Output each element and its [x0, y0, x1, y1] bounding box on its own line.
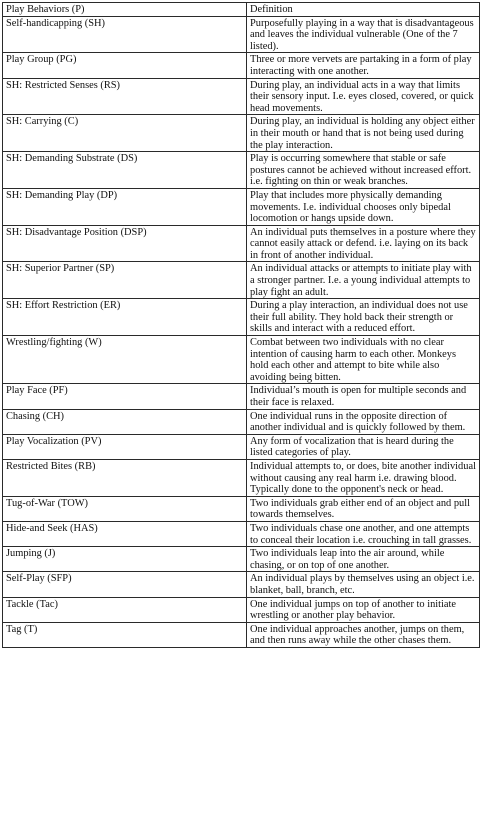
- behavior-cell: SH: Restricted Senses (RS): [3, 78, 247, 115]
- table-row: [3, 384, 480, 409]
- table-row: [3, 262, 480, 299]
- definition-cell: One individual approaches another, jumps on them, and then runs away while the other chases them.: [247, 622, 480, 647]
- table-row: [3, 336, 480, 384]
- behavior-cell: SH: Effort Restriction (ER): [3, 299, 247, 336]
- table-row: [3, 434, 480, 459]
- behavior-cell: Tackle (Tac): [3, 597, 247, 622]
- behavior-cell: Wrestling/fighting (W): [3, 336, 247, 384]
- definition-cell: Play that includes more physically demanding movements. I.e. individual chooses only bipedal locomotion or hangs upside down.: [247, 188, 480, 225]
- definition-cell: Combat between two individuals with no clear intention of causing harm to each other. Monkeys hold each other and attempt to bite while also avoiding being bitten.: [247, 336, 480, 384]
- table-row: [3, 152, 480, 189]
- behavior-cell: Self-handicapping (SH): [3, 16, 247, 53]
- definition-cell: An individual plays by themselves using an object i.e. blanket, ball, branch, etc.: [247, 572, 480, 597]
- table-row: [3, 572, 480, 597]
- definition-cell: Individual’s mouth is open for multiple seconds and their face is relaxed.: [247, 384, 480, 409]
- behavior-cell: Self-Play (SFP): [3, 572, 247, 597]
- behavior-cell: Play Vocalization (PV): [3, 434, 247, 459]
- behavior-cell: Restricted Bites (RB): [3, 459, 247, 496]
- definition-cell: Individual attempts to, or does, bite another individual without causing any real harm i.e. drawing blood. Typically done to the opponent's neck or head.: [247, 459, 480, 496]
- definition-cell: During play, an individual is holding any object either in their mouth or hand that is not being used during the play interaction.: [247, 115, 480, 152]
- table-row: [3, 496, 480, 521]
- table-row: [3, 597, 480, 622]
- table-row: [3, 53, 480, 78]
- table-row: [3, 459, 480, 496]
- definition-cell: Play is occurring somewhere that stable or safe postures cannot be achieved without increased effort. i.e. fighting on thin or weak branches.: [247, 152, 480, 189]
- column-header-behavior: Play Behaviors (P): [3, 3, 247, 17]
- definition-cell: Purposefully playing in a way that is disadvantageous and leaves the individual vulnerable (One of the 7 listed).: [247, 16, 480, 53]
- behavior-cell: SH: Disadvantage Position (DSP): [3, 225, 247, 262]
- definition-cell: Any form of vocalization that is heard during the listed categories of play.: [247, 434, 480, 459]
- table-row: [3, 115, 480, 152]
- behavior-cell: Tag (T): [3, 622, 247, 647]
- table-row: [3, 299, 480, 336]
- behavior-cell: Chasing (CH): [3, 409, 247, 434]
- behavior-cell: SH: Carrying (C): [3, 115, 247, 152]
- behavior-cell: SH: Demanding Substrate (DS): [3, 152, 247, 189]
- definition-cell: One individual jumps on top of another to initiate wrestling or another play behavior.: [247, 597, 480, 622]
- table-row: [3, 188, 480, 225]
- table-row: [3, 225, 480, 262]
- definition-cell: Two individuals chase one another, and one attempts to conceal their location i.e. crouching in tall grasses.: [247, 521, 480, 546]
- table-header-row: [3, 3, 480, 17]
- behavior-cell: SH: Demanding Play (DP): [3, 188, 247, 225]
- table-row: [3, 16, 480, 53]
- play-behaviors-table: [2, 2, 480, 648]
- table-row: [3, 78, 480, 115]
- definition-cell: Two individuals grab either end of an object and pull towards themselves.: [247, 496, 480, 521]
- definition-cell: Two individuals leap into the air around, while chasing, or on top of one another.: [247, 547, 480, 572]
- behavior-cell: Hide-and Seek (HAS): [3, 521, 247, 546]
- definition-cell: During a play interaction, an individual does not use their full ability. They hold back their strength or skills and interact with a reduced effort.: [247, 299, 480, 336]
- behavior-cell: Tug-of-War (TOW): [3, 496, 247, 521]
- table-row: [3, 409, 480, 434]
- behavior-cell: Jumping (J): [3, 547, 247, 572]
- definition-cell: An individual attacks or attempts to initiate play with a stronger partner. I.e. a young individual attempts to play fight an adult.: [247, 262, 480, 299]
- table-row: [3, 521, 480, 546]
- table-row: [3, 622, 480, 647]
- column-header-definition: Definition: [247, 3, 480, 17]
- table-row: [3, 547, 480, 572]
- behavior-cell: SH: Superior Partner (SP): [3, 262, 247, 299]
- definition-cell: Three or more vervets are partaking in a form of play interacting with one another.: [247, 53, 480, 78]
- definition-cell: During play, an individual acts in a way that limits their sensory input. I.e. eyes closed, covered, or quick head movements.: [247, 78, 480, 115]
- behavior-cell: Play Face (PF): [3, 384, 247, 409]
- definition-cell: One individual runs in the opposite direction of another individual and is quickly followed by them.: [247, 409, 480, 434]
- behavior-cell: Play Group (PG): [3, 53, 247, 78]
- definition-cell: An individual puts themselves in a posture where they cannot easily attack or defend. i.e. laying on its back in front of another individual.: [247, 225, 480, 262]
